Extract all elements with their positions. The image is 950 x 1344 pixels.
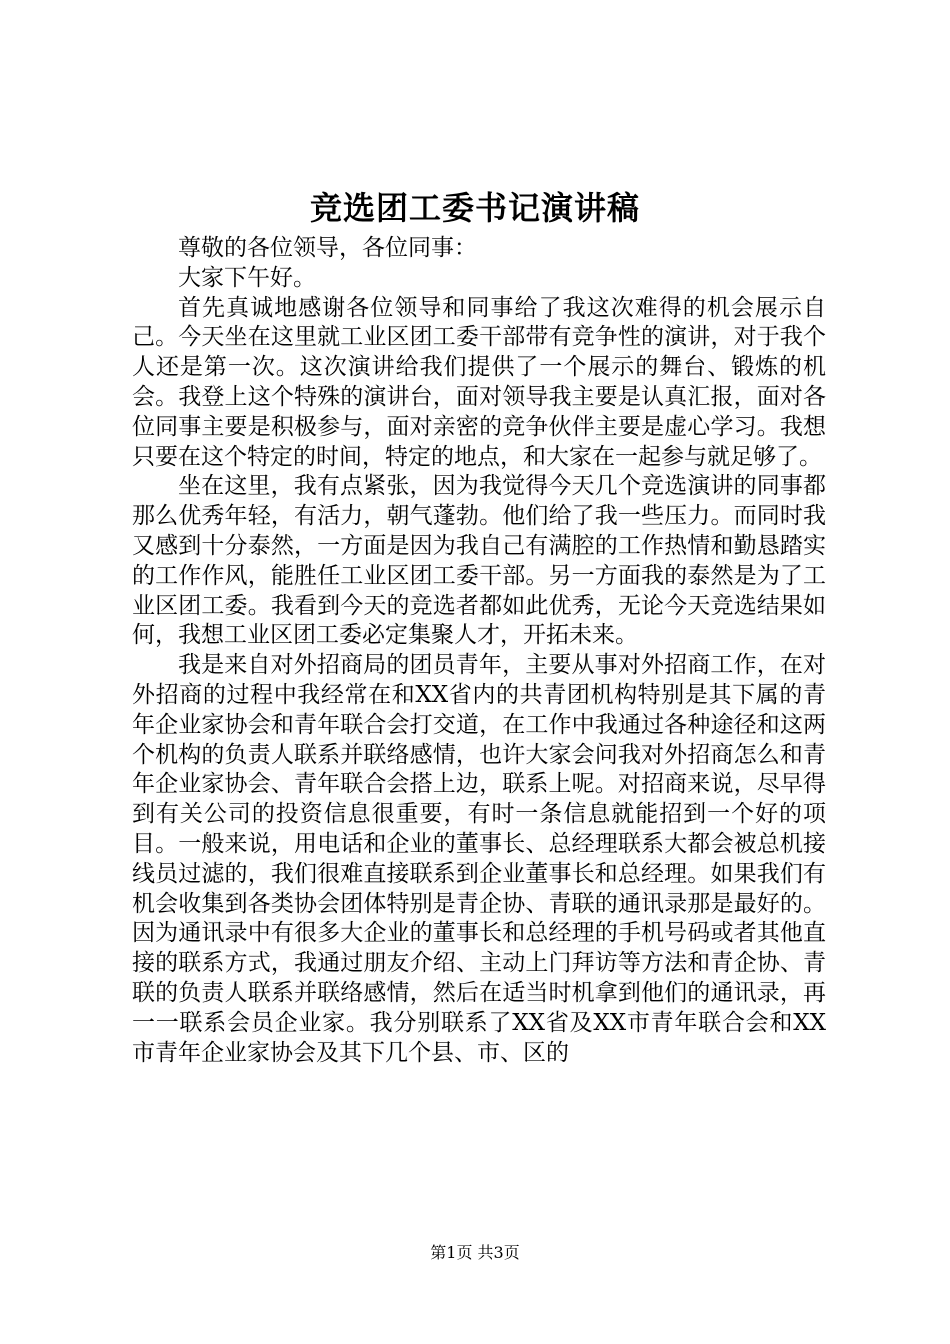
greeting: 大家下午好。 [178, 264, 316, 291]
document-title: 竞选团工委书记演讲稿 [309, 189, 640, 227]
paragraph: 首先真诚地感谢各位领导和同事给了我这次难得的机会展示自己。今天坐在这里就工业区团工委干部带有竞争性的演讲，对于我个人还是第一次。这次演讲给我们提供了一个展示的舞台、锻炼的机会。我登上这个特殊的演讲台，面对领导我主要是认真汇报，面对各位同事主要是积极参与，面对亲密的竞争伙伴主要是虚心学习。我想只要在这个特定的时间，特定的地点，和大家在一起参与就足够了。 [132, 294, 826, 470]
salutation: 尊敬的各位领导，各位同事： [178, 235, 477, 261]
document-body [132, 234, 826, 1068]
paragraph: 我是来自对外招商局的团员青年，主要从事对外招商工作，在对外招商的过程中我经常在和XX省内的共青团机构特别是其下属的青年企业家协会和青年联合会打交道，在工作中我通过各种途径和这两个机构的负责人联系并联络感情，也许大家会问我对外招商怎么和青年企业家协会、青年联合会搭上边，联系上呢。对招商来说，尽早得到有关公司的投资信息很重要，有时一条信息就能招到一个好的项目。一般来说，用电话和企业的董事长、总经理联系大都会被总机接线员过滤的，我们很难直接联系到企业董事长和总经理。如果我们有机会收集到各类协会团体特别是青企协、青联的通讯录那是最好的。因为通讯录中有很多大企业的董事长和总经理的手机号码或者其他直接的联系方式，我通过朋友介绍、主动上门拜访等方法和青企协、青联的负责人联系并联络感情，然后在适当时机拿到他们的通讯录，再一一联系会员企业家。我分别联系了XX省及XX市青年联合会和XX市青年企业家协会及其下几个县、市、区的 [132, 652, 826, 1066]
page-footer: 第1页 共3页 [430, 1243, 520, 1262]
paragraph: 坐在这里，我有点紧张，因为我觉得今天几个竞选演讲的同事都那么优秀年轻，有活力，朝气蓬勃。他们给了我一些压力。而同时我又感到十分泰然，一方面是因为我自己有满腔的工作热情和勤恳踏实的工作作风，能胜任工业区团工委干部。另一方面我的泰然是为了工业区团工委。我看到今天的竞选者都如此优秀，无论今天竞选结果如何，我想工业区团工委必定集聚人才，开拓未来。 [132, 473, 826, 649]
